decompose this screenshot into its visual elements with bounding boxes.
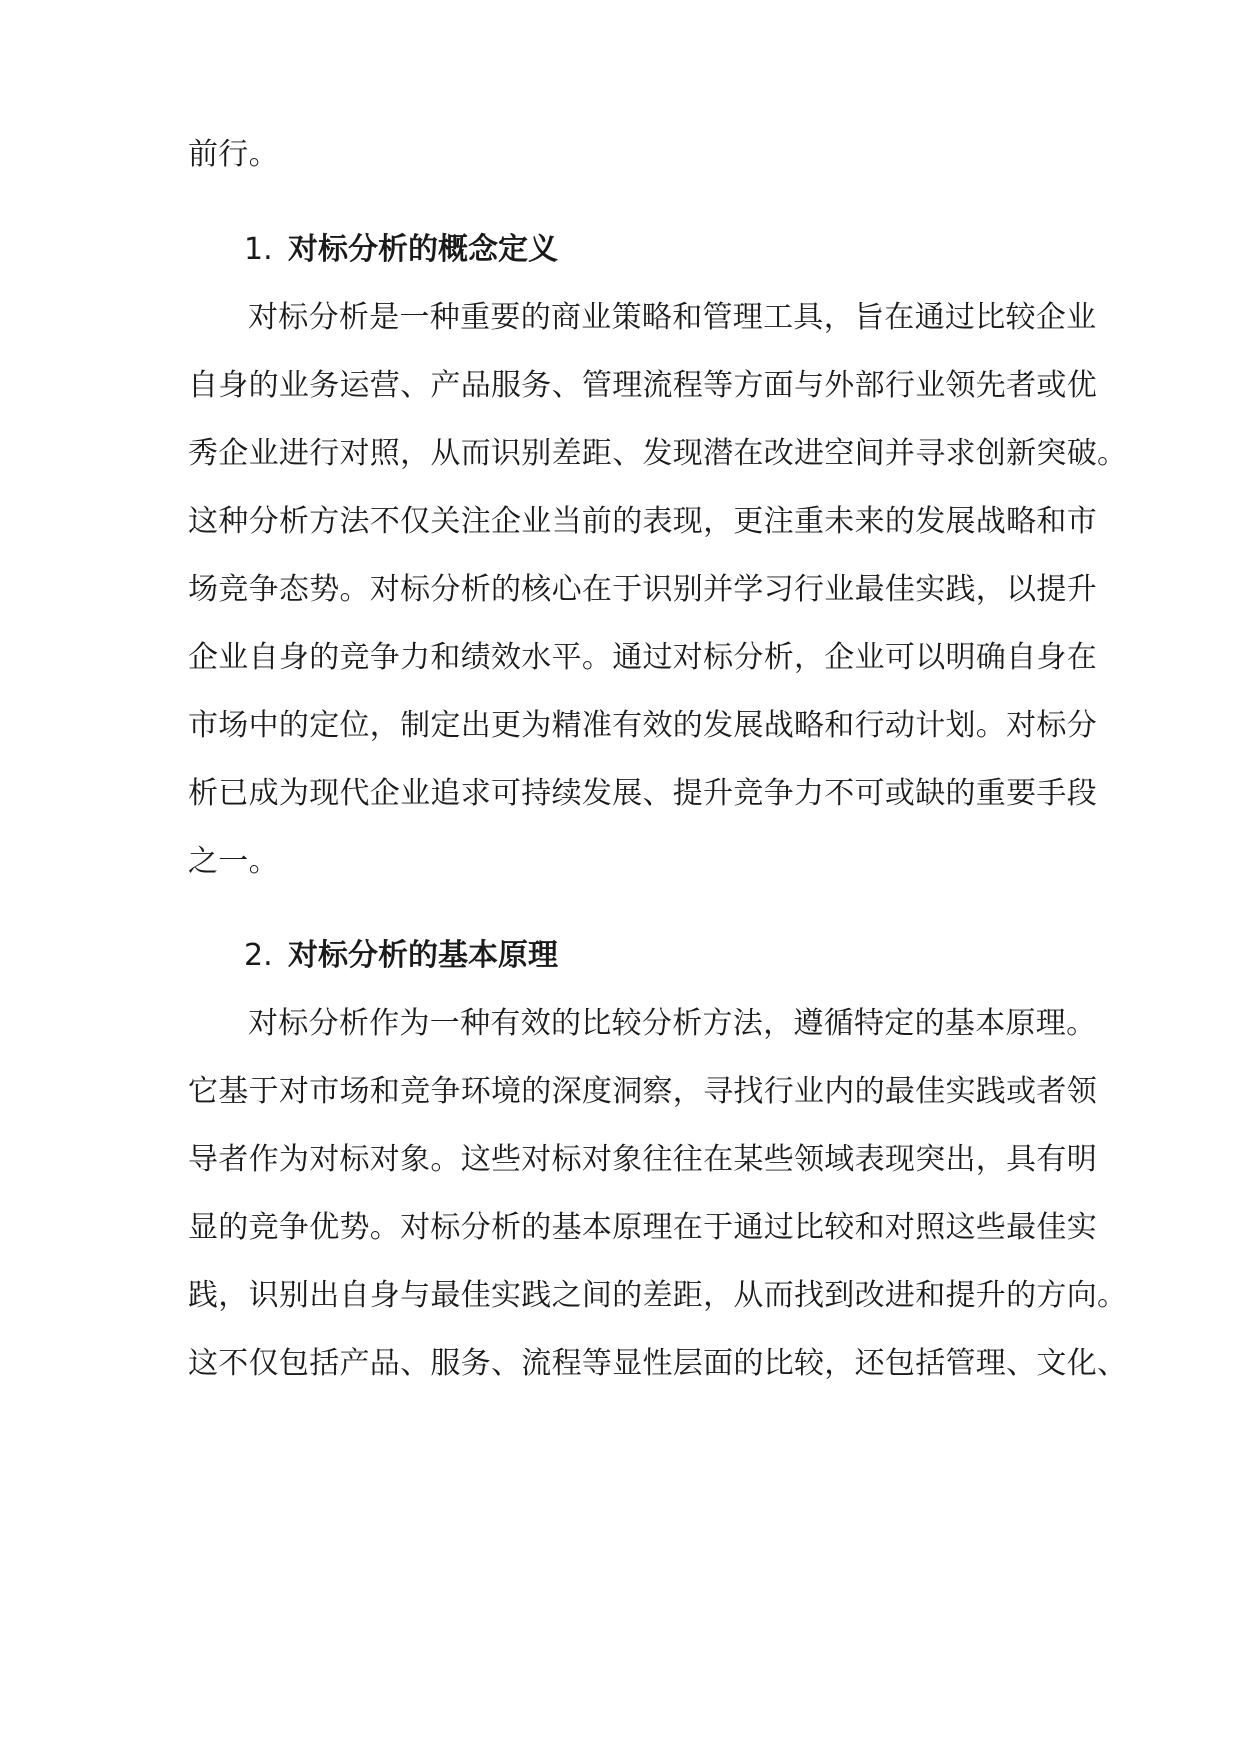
section-1-line: 之一。 — [188, 844, 279, 879]
section-2-line: 践，识别出自身与最佳实践之间的差距，从而找到改进和提升的方向。 — [188, 1278, 1128, 1313]
section-2-line: 这不仅包括产品、服务、流程等显性层面的比较，还包括管理、文化、 — [188, 1346, 1128, 1381]
section-1-line: 场竞争态势。对标分析的核心在于识别并学习行业最佳实践，以提升 — [188, 572, 1097, 607]
section-2-line: 导者作为对标对象。这些对标对象往往在某些领域表现突出，具有明 — [188, 1142, 1097, 1177]
section-2-line: 它基于对市场和竞争环境的深度洞察，寻找行业内的最佳实践或者领 — [188, 1074, 1097, 1109]
section-2-title: 对标分析的基本原理 — [288, 938, 558, 973]
section-1-line: 秀企业进行对照，从而识别差距、发现潜在改进空间并寻求创新突破。 — [188, 436, 1128, 471]
section-1-line: 市场中的定位，制定出更为精准有效的发展战略和行动计划。对标分 — [188, 708, 1097, 743]
section-1-line: 对标分析是一种重要的商业策略和管理工具，旨在通过比较企业 — [248, 300, 1097, 335]
section-2-line: 对标分析作为一种有效的比较分析方法，遵循特定的基本原理。 — [248, 1006, 1097, 1041]
section-2-heading — [244, 936, 558, 976]
section-1-number: 1. — [244, 232, 273, 267]
section-1-heading — [244, 230, 558, 270]
section-1-line: 自身的业务运营、产品服务、管理流程等方面与外部行业领先者或优 — [188, 368, 1097, 403]
section-1-title: 对标分析的概念定义 — [288, 232, 558, 267]
section-1-line: 这种分析方法不仅关注企业当前的表现，更注重未来的发展战略和市 — [188, 504, 1097, 539]
section-1-line: 企业自身的竞争力和绩效水平。通过对标分析，企业可以明确自身在 — [188, 640, 1097, 675]
section-1-line: 析已成为现代企业追求可持续发展、提升竞争力不可或缺的重要手段 — [188, 776, 1097, 811]
section-2-line: 显的竞争优势。对标分析的基本原理在于通过比较和对照这些最佳实 — [188, 1210, 1097, 1245]
section-2-number: 2. — [244, 938, 273, 973]
intro-line: 前行。 — [188, 137, 279, 172]
